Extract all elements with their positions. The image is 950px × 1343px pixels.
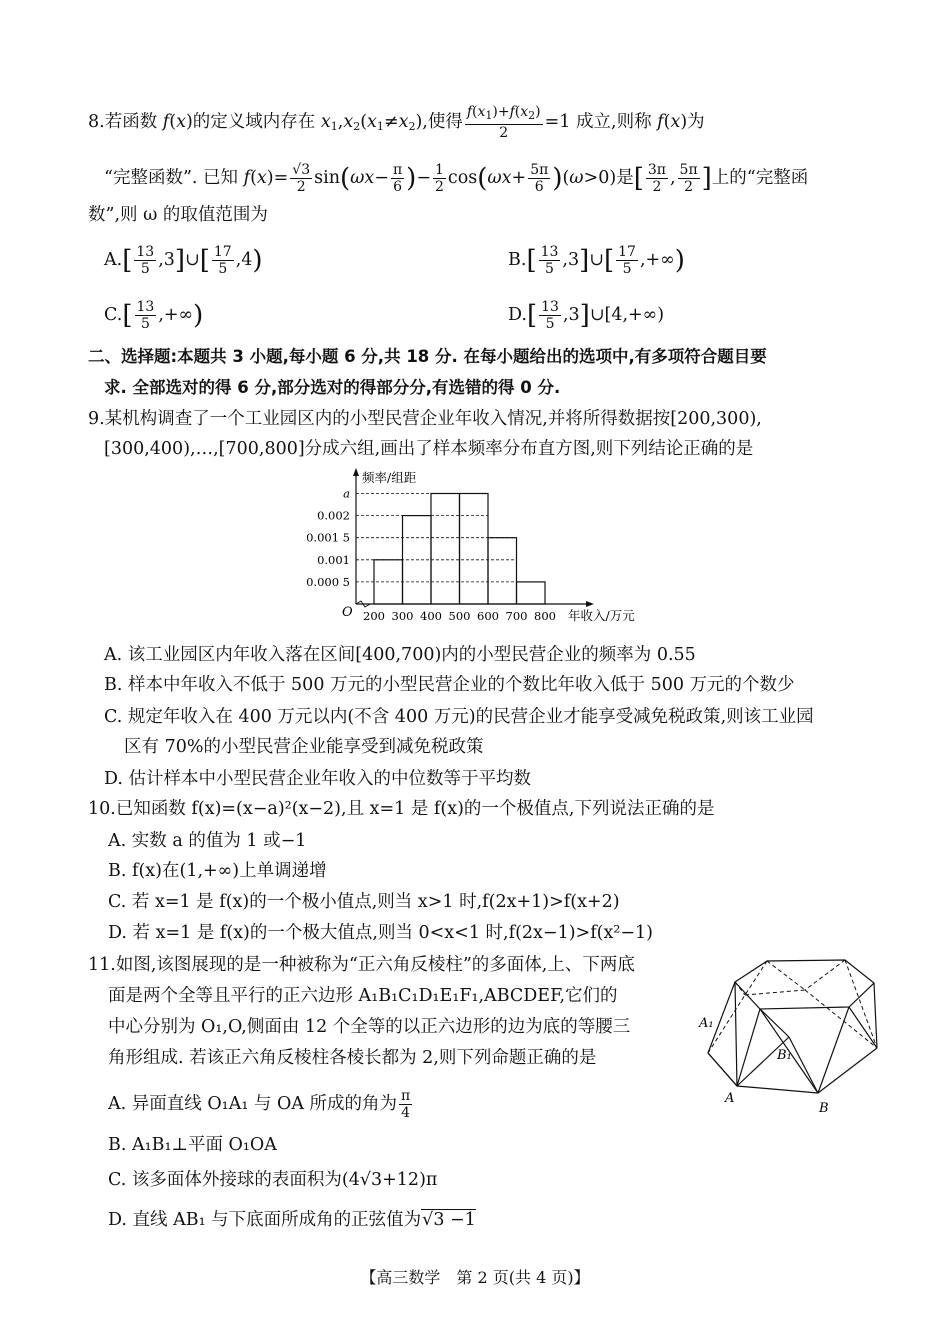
- q11-option-c: C. 该多面体外接球的表面积为(4√3+12)π: [108, 1170, 438, 1190]
- q10-option-b: B. f(x)在(1,+∞)上单调递增: [108, 861, 327, 881]
- x-axis-title: 年收入/万元: [568, 608, 635, 623]
- label-b1: B₁: [777, 1048, 792, 1063]
- top-hexagon: [735, 960, 874, 1009]
- q11-line-4: 角形组成. 若该正六角反棱柱各棱长都为 2,则下列命题正确的是: [108, 1048, 597, 1068]
- hexagonal-antiprism-figure: [685, 955, 895, 1120]
- q9-option-b: B. 样本中年收入不低于 500 万元的小型民营企业的个数比年收入低于 500 万元的个数少: [104, 675, 795, 695]
- y-tick-label: 0.002: [317, 508, 350, 523]
- q10-option-d: D. 若 x=1 是 f(x)的一个极大值点,则当 0<x<1 时,f(2x−1)>f(x²−1): [108, 923, 654, 943]
- origin-label: O: [342, 605, 353, 620]
- q9-option-d: D. 估计样本中小型民营企业年收入的中位数等于平均数: [104, 769, 532, 789]
- x-tick-label: 200: [363, 609, 385, 623]
- q10-line-1: 10.已知函数 f(x)=(x−a)²(x−2),且 x=1 是 f(x)的一个极值点,下列说法正确的是: [88, 799, 715, 819]
- x-tick-label: 300: [391, 609, 414, 623]
- q8-line-3: 数”,则 ω 的取值范围为: [88, 205, 268, 225]
- histogram-bar: [431, 494, 460, 605]
- q8-option-d: D.[ $\frac{13}{5}$ ,3]∪[4,+∞): [508, 299, 665, 332]
- label-a1: A₁: [699, 1016, 714, 1031]
- label-a: A: [725, 1091, 735, 1106]
- y-tick-label: 0.001 5: [306, 530, 350, 545]
- bottom-edges: [708, 1048, 877, 1093]
- q11-option-b: B. A₁B₁⊥平面 O₁OA: [108, 1135, 277, 1155]
- q9-option-a: A. 该工业园区内年收入落在区间[400,700)内的小型民营企业的频率为 0.55: [104, 645, 696, 665]
- x-tick-label: 400: [420, 609, 442, 623]
- q11-line-1: 11.如图,该图展现的是一种被称为“正六角反棱柱”的多面体,上、下两底: [88, 955, 635, 975]
- section2-line-2: 求. 全部选对的得 6 分,部分选对的得部分分,有选错的得 0 分.: [104, 378, 561, 397]
- q9-option-c-line-1: C. 规定年收入在 400 万元以内(不含 400 万元)的民营企业才能享受减免税政策,则该工业园: [104, 707, 814, 727]
- q8-option-b: B.[ $\frac{13}{5}$ ,3]∪[ $\frac{17}{5}$ ,+∞): [508, 244, 685, 277]
- frequency-histogram: [290, 464, 670, 636]
- q9-option-c-line-2: 区有 70%的小型民营企业能享受到减免税政策: [124, 737, 484, 757]
- q10-option-c: C. 若 x=1 是 f(x)的一个极小值点,则当 x>1 时,f(2x+1)>f(x+2): [108, 892, 620, 912]
- q9-line-2: [300,400),…,[700,800]分成六组,画出了样本频率分布直方图,则下列结论正确的是: [104, 439, 754, 459]
- histogram-bar: [517, 582, 546, 604]
- q11-option-a: A. 异面直线 O₁A₁ 与 OA 所成的角为 $\frac{\pi}{4}$: [108, 1088, 411, 1121]
- section2-line-1: 二、选择题:本题共 3 小题,每小题 6 分,共 18 分. 在每小题给出的选项中,有多项符合题目要: [88, 347, 767, 366]
- y-tick-label: 0.001: [317, 552, 350, 567]
- q10-option-a: A. 实数 a 的值为 1 或−1: [108, 831, 307, 851]
- page-footer: 【高三数学 第 2 页(共 4 页)】: [360, 1268, 590, 1287]
- label-b: B: [819, 1101, 829, 1116]
- y-tick-label: 0.000 5: [306, 574, 350, 589]
- y-axis-title: 频率/组距: [362, 470, 417, 485]
- x-tick-label: 800: [534, 609, 556, 623]
- q8-option-a: A.[ $\frac{13}{5}$ ,3]∪[ $\frac{17}{5}$ ,4): [104, 244, 263, 277]
- y-tick-label: a: [343, 486, 350, 501]
- histogram-bar: [488, 538, 517, 604]
- q9-line-1: 9.某机构调查了一个工业园区内的小型民营企业年收入情况,并将所得数据按[200,300),: [88, 409, 762, 429]
- q11-option-d: D. 直线 AB₁ 与下底面所成角的正弦值为√3 −1: [108, 1210, 476, 1230]
- q8-line-2: “完整函数”. 已知 f(x)= $\frac{√3}{2}$ sin(ωx− $\frac{\pi}{6}$ )− $\frac{1}{2}$ cos(ωx+ $\frac{5\pi}{6}$ )(ω>0)是[ $\frac{3\pi}{2}$ , $\frac{5\pi}{2}$ ]上的“完整函: [104, 162, 809, 195]
- histogram-bar: [460, 494, 489, 605]
- q8-line-1: 8.若函数 f(x)的定义域内存在 $x_1,x_2(x_1\ne x_2)$,使得 $\frac{f(x_1)+f(x_2)}{2}$ =1 成立,则称 f(x)为: [88, 104, 705, 141]
- x-tick-label: 600: [477, 609, 499, 623]
- y-axis-arrow: [353, 468, 359, 476]
- x-tick-label: 700: [505, 609, 528, 623]
- q8-option-c: C.[ $\frac{13}{5}$ ,+∞): [104, 299, 204, 332]
- x-tick-label: 500: [448, 609, 471, 623]
- q11-line-3: 中心分别为 O₁,O,侧面由 12 个全等的以正六边形的边为底的等腰三: [108, 1017, 631, 1037]
- x-axis-arrow: [586, 601, 594, 607]
- q11-line-2: 面是两个全等且平行的正六边形 A₁B₁C₁D₁E₁F₁,ABCDEF,它们的: [108, 986, 618, 1006]
